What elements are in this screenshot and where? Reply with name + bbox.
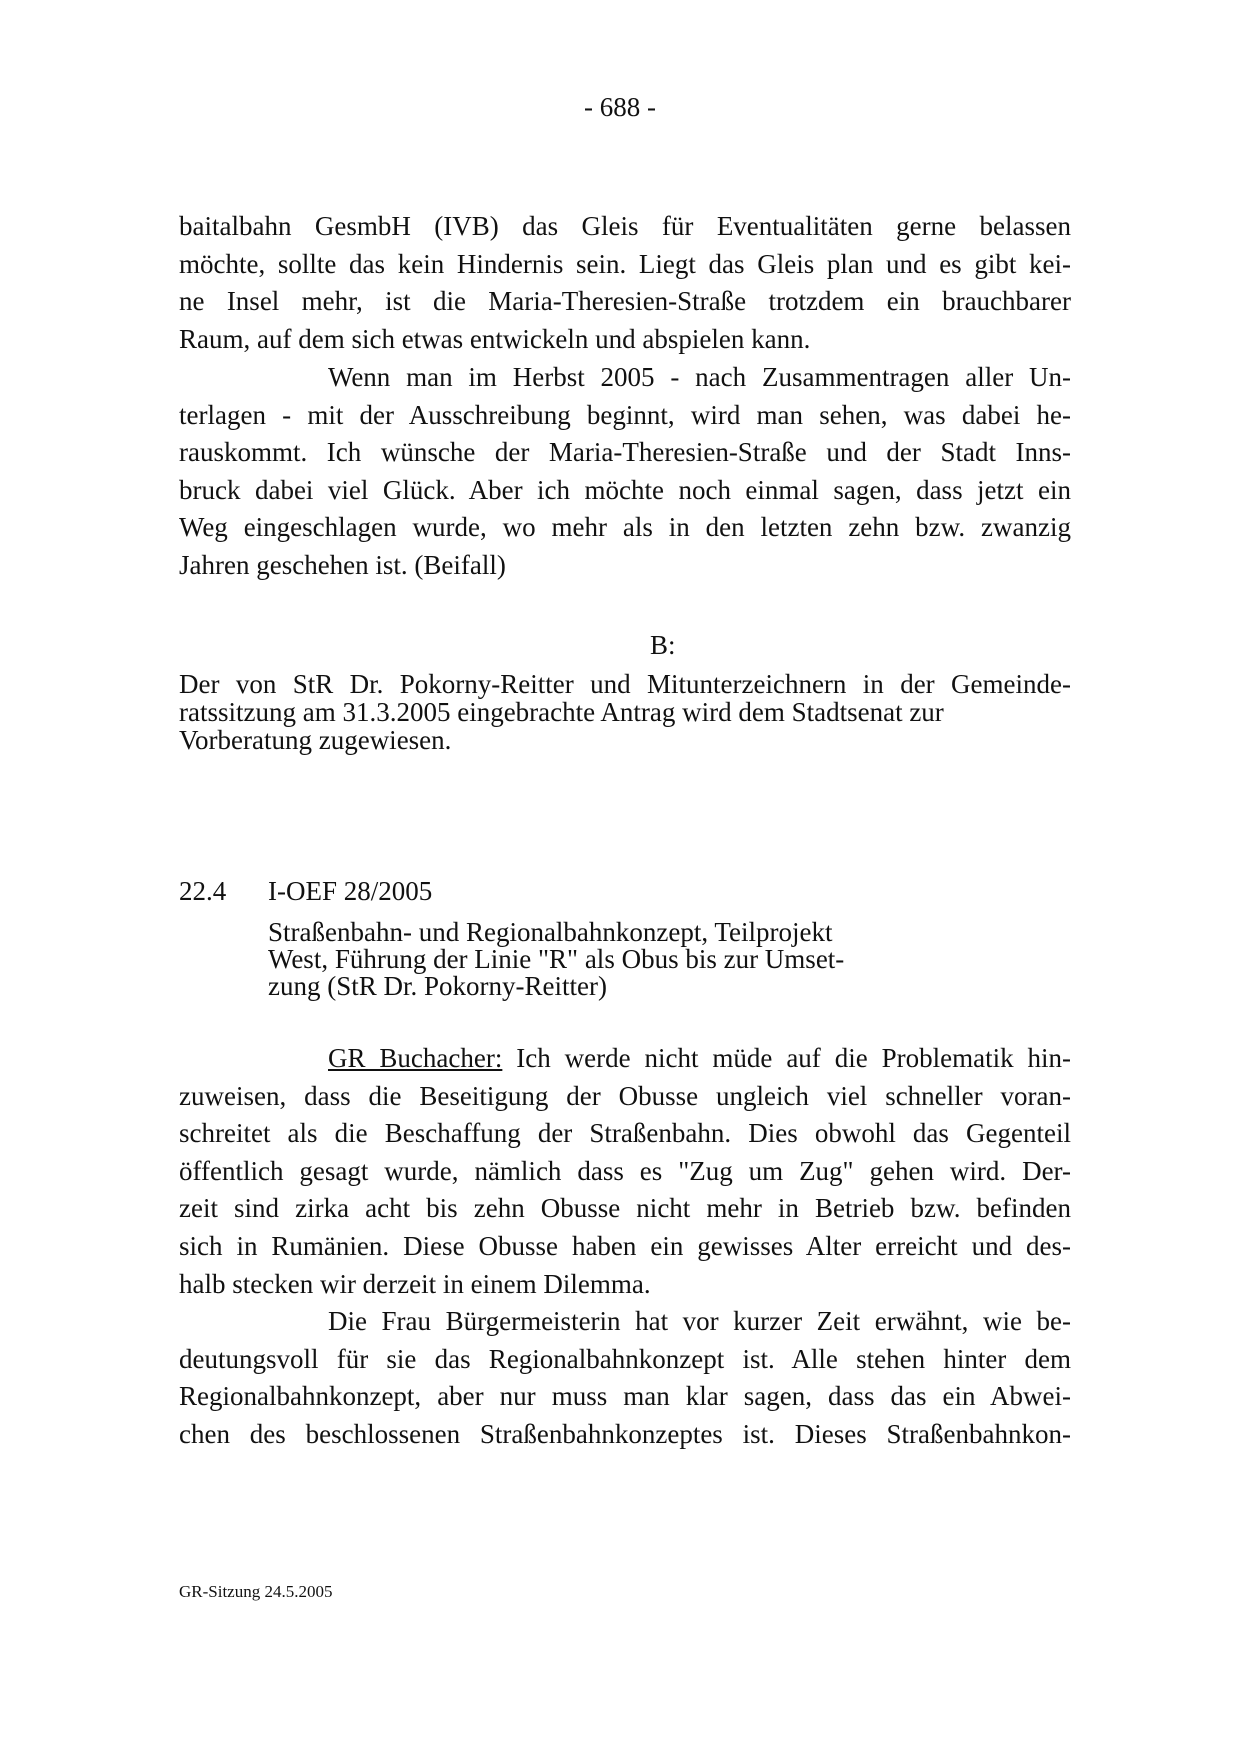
text-line: schreitet als die Beschaffung der Straßenbahn. Dies obwohl das Gegenteil <box>179 1118 1071 1149</box>
text-line: ratssitzung am 31.3.2005 eingebrachte Antrag wird dem Stadtsenat zur <box>179 697 944 727</box>
agenda-item-reference: I-OEF 28/2005 <box>268 876 433 906</box>
text-line: zuweisen, dass die Beseitigung der Obusse ungleich viel schneller voran- <box>179 1080 1071 1111</box>
text-line: zung (StR Dr. Pokorny-Reitter) <box>268 971 607 1001</box>
text-line: Wenn man im Herbst 2005 - nach Zusammentragen aller Un- <box>328 362 1071 392</box>
text-line: möchte, sollte das kein Hindernis sein. Liegt das Gleis plan und es gibt kei- <box>179 248 1071 279</box>
decision-label: B: <box>650 630 676 660</box>
text-line: West, Führung der Linie "R" als Obus bis zur Umset- <box>268 944 845 974</box>
text-line: Raum, auf dem sich etwas entwickeln und abspielen kann. <box>179 323 811 354</box>
text-line: Weg eingeschlagen wurde, wo mehr als in den letzten zehn bzw. zwanzig <box>179 512 1071 543</box>
paragraph-buchacher <box>179 1040 1071 1303</box>
text-line: Jahren geschehen ist. (Beifall) <box>179 549 506 580</box>
agenda-item-title <box>268 919 844 1000</box>
text-line: sich in Rumänien. Diese Obusse haben ein gewisses Alter erreicht und des- <box>179 1230 1071 1261</box>
paragraph-continuation <box>179 208 1071 358</box>
text-fragment: Ich werde nicht müde auf die Problematik hin- <box>502 1043 1071 1073</box>
text-line: Straßenbahn- und Regionalbahnkonzept, Teilprojekt <box>268 917 833 947</box>
text-line: Der von StR Dr. Pokorny-Reitter und Mitunterzeichnern in der Gemeinde- <box>179 669 1071 699</box>
text-line: ne Insel mehr, ist die Maria-Theresien-Straße trotzdem ein brauchbarer <box>179 286 1071 317</box>
paragraph-buergermeisterin <box>179 1303 1071 1453</box>
text-line: Die Frau Bürgermeisterin hat vor kurzer Zeit erwähnt, wie be- <box>328 1306 1071 1336</box>
text-line: halb stecken wir derzeit in einem Dilemma. <box>179 1268 651 1299</box>
text-line: Regionalbahnkonzept, aber nur muss man klar sagen, dass das ein Abwei- <box>179 1381 1071 1412</box>
agenda-item-number: 22.4 <box>179 876 227 906</box>
text-line: chen des beschlossenen Straßenbahnkonzeptes ist. Dieses Straßenbahnkon- <box>179 1418 1071 1449</box>
speaker-name: GR Buchacher: <box>328 1043 503 1073</box>
text-line: deutungsvoll für sie das Regionalbahnkonzept ist. Alle stehen hinter dem <box>179 1343 1071 1374</box>
text-line: Vorberatung zugewiesen. <box>179 725 452 755</box>
text-line: baitalbahn GesmbH (IVB) das Gleis für Eventualitäten gerne belassen <box>179 211 1071 241</box>
text-line: öffentlich gesagt wurde, nämlich dass es "Zug um Zug" gehen wird. Der- <box>179 1155 1071 1186</box>
footer: GR-Sitzung 24.5.2005 <box>179 1582 333 1601</box>
decision-text <box>179 670 1071 754</box>
text-line: zeit sind zirka acht bis zehn Obusse nicht mehr in Betrieb bzw. befinden <box>179 1193 1071 1224</box>
text-line: rauskommt. Ich wünsche der Maria-Theresien-Straße und der Stadt Inns- <box>179 437 1071 468</box>
text-line: bruck dabei viel Glück. Aber ich möchte noch einmal sagen, dass jetzt ein <box>179 474 1071 505</box>
text-line: terlagen - mit der Ausschreibung beginnt, wird man sehen, was dabei he- <box>179 399 1071 430</box>
paragraph-herbst <box>179 359 1071 585</box>
text-line <box>179 1040 1071 1078</box>
page-number: - 688 - <box>584 92 656 122</box>
